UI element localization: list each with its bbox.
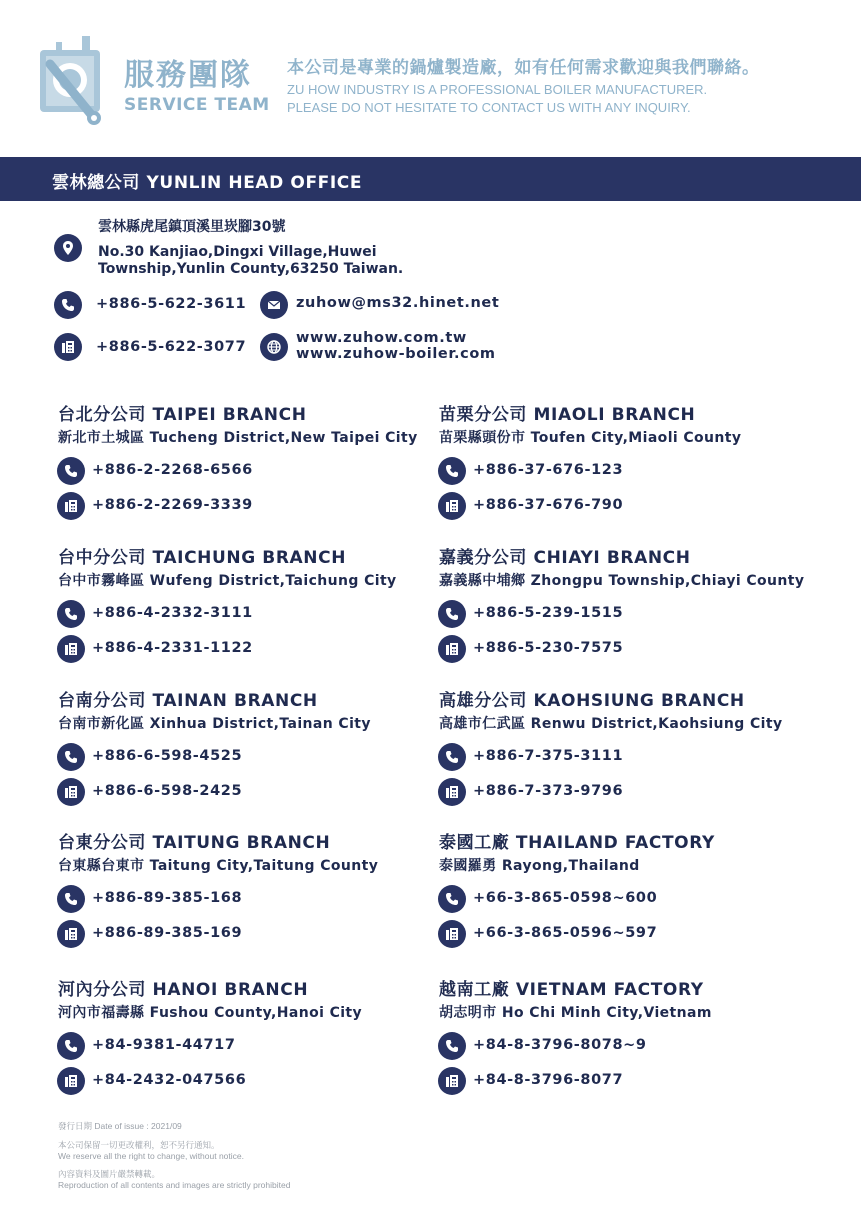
phone-icon bbox=[438, 1032, 466, 1060]
reproduction-notice-zh: 內容資料及圖片嚴禁轉載。 bbox=[58, 1169, 161, 1179]
phone-icon bbox=[57, 457, 85, 485]
branch-address: 嘉義縣中埔鄉 Zhongpu Township,Chiayi County bbox=[439, 573, 805, 589]
branch-phone[interactable]: +886-4-2332-3111 bbox=[92, 605, 253, 621]
branch-title: 高雄分公司 KAOHSIUNG BRANCH bbox=[439, 691, 745, 711]
branch-title: 台南分公司 TAINAN BRANCH bbox=[58, 691, 318, 711]
branch-title: 嘉義分公司 CHIAYI BRANCH bbox=[439, 548, 691, 568]
fax-icon bbox=[438, 492, 466, 520]
phone-icon bbox=[54, 291, 82, 319]
branch-phone[interactable]: +84-8-3796-8078~9 bbox=[473, 1037, 647, 1053]
branch-title: 苗栗分公司 MIAOLI BRANCH bbox=[439, 405, 696, 425]
branch-fax: +886-89-385-169 bbox=[92, 925, 243, 941]
branch-address: 泰國羅勇 Rayong,Thailand bbox=[439, 858, 640, 874]
phone-icon bbox=[438, 885, 466, 913]
branch-fax: +886-7-373-9796 bbox=[473, 783, 624, 799]
fax-icon bbox=[57, 1067, 85, 1095]
head-office-address-en-2: Township,Yunlin County,63250 Taiwan. bbox=[98, 261, 404, 277]
branch-fax: +66-3-865-0596~597 bbox=[473, 925, 658, 941]
reproduction-notice-en: Reproduction of all contents and images are strictly prohibited bbox=[58, 1180, 291, 1190]
branch-fax: +886-5-230-7575 bbox=[473, 640, 624, 656]
branch-address: 台南市新化區 Xinhua District,Tainan City bbox=[58, 716, 371, 732]
branch-fax: +84-8-3796-8077 bbox=[473, 1072, 624, 1088]
head-office-address-zh: 雲林縣虎尾鎮頂溪里崁腳30號 bbox=[98, 219, 286, 235]
branch-title: 泰國工廠 THAILAND FACTORY bbox=[439, 833, 715, 853]
tagline-en-line-2: PLEASE DO NOT HESITATE TO CONTACT US WITH ANY INQUIRY. bbox=[287, 100, 691, 115]
fax-icon bbox=[57, 635, 85, 663]
globe-icon bbox=[260, 333, 288, 361]
phone-icon bbox=[57, 885, 85, 913]
fax-icon bbox=[438, 635, 466, 663]
tagline-zh: 本公司是專業的鍋爐製造廠，如有任何需求歡迎與我們聯絡。 bbox=[287, 58, 760, 78]
phone-icon bbox=[438, 743, 466, 771]
email-icon bbox=[260, 291, 288, 319]
branch-phone[interactable]: +886-37-676-123 bbox=[473, 462, 624, 478]
branch-fax: +886-6-598-2425 bbox=[92, 783, 243, 799]
branch-phone[interactable]: +886-7-375-3111 bbox=[473, 748, 624, 764]
branch-title: 河內分公司 HANOI BRANCH bbox=[58, 980, 309, 1000]
phone-icon bbox=[57, 1032, 85, 1060]
branch-address: 河內市福壽縣 Fushou County,Hanoi City bbox=[58, 1005, 363, 1021]
head-office-website-1[interactable]: www.zuhow.com.tw bbox=[296, 330, 467, 346]
branch-address: 新北市土城區 Tucheng District,New Taipei City bbox=[58, 430, 418, 446]
fax-icon bbox=[57, 492, 85, 520]
branch-title: 台東分公司 TAITUNG BRANCH bbox=[58, 833, 331, 853]
phone-icon bbox=[438, 457, 466, 485]
branch-title: 台中分公司 TAICHUNG BRANCH bbox=[58, 548, 347, 568]
head-office-phone[interactable]: +886-5-622-3611 bbox=[96, 296, 247, 312]
branch-address: 高雄市仁武區 Renwu District,Kaohsiung City bbox=[439, 716, 783, 732]
branch-address: 台東縣台東市 Taitung City,Taitung County bbox=[58, 858, 379, 874]
head-office-website-2[interactable]: www.zuhow-boiler.com bbox=[296, 346, 496, 362]
head-office-address-en-1: No.30 Kanjiao,Dingxi Village,Huwei bbox=[98, 244, 377, 260]
service-team-title-en: SERVICE TEAM bbox=[124, 95, 270, 115]
branch-fax: +84-2432-047566 bbox=[92, 1072, 247, 1088]
fax-icon bbox=[57, 778, 85, 806]
branch-fax: +886-37-676-790 bbox=[473, 497, 624, 513]
branch-title: 台北分公司 TAIPEI BRANCH bbox=[58, 405, 307, 425]
phone-icon bbox=[57, 600, 85, 628]
fax-icon bbox=[54, 333, 82, 361]
phone-icon bbox=[57, 743, 85, 771]
head-office-banner-title: 雲林總公司 YUNLIN HEAD OFFICE bbox=[52, 173, 363, 193]
branch-address: 苗栗縣頭份市 Toufen City,Miaoli County bbox=[439, 430, 742, 446]
rights-notice-zh: 本公司保留一切更改權利，恕不另行通知。 bbox=[58, 1140, 220, 1150]
branch-phone[interactable]: +886-6-598-4525 bbox=[92, 748, 243, 764]
branch-phone[interactable]: +886-89-385-168 bbox=[92, 890, 243, 906]
company-logo bbox=[36, 34, 104, 128]
service-team-title-zh: 服務團隊 bbox=[124, 58, 252, 93]
fax-icon bbox=[438, 920, 466, 948]
branch-address: 台中市霧峰區 Wufeng District,Taichung City bbox=[58, 573, 397, 589]
branch-phone[interactable]: +886-2-2268-6566 bbox=[92, 462, 253, 478]
branch-phone[interactable]: +84-9381-44717 bbox=[92, 1037, 236, 1053]
branch-title: 越南工廠 VIETNAM FACTORY bbox=[439, 980, 704, 1000]
rights-notice-en: We reserve all the right to change, without notice. bbox=[58, 1151, 244, 1161]
tagline-en bbox=[287, 81, 707, 117]
head-office-fax: +886-5-622-3077 bbox=[96, 339, 247, 355]
branch-phone[interactable]: +66-3-865-0598~600 bbox=[473, 890, 658, 906]
fax-icon bbox=[438, 778, 466, 806]
branch-fax: +886-2-2269-3339 bbox=[92, 497, 253, 513]
location-pin-icon bbox=[54, 234, 82, 262]
fax-icon bbox=[438, 1067, 466, 1095]
tagline-en-line-1: ZU HOW INDUSTRY IS A PROFESSIONAL BOILER MANUFACTURER. bbox=[287, 82, 708, 97]
head-office-email[interactable]: zuhow@ms32.hinet.net bbox=[296, 295, 500, 311]
phone-icon bbox=[438, 600, 466, 628]
fax-icon bbox=[57, 920, 85, 948]
issue-date: 發行日期 Date of issue : 2021/09 bbox=[58, 1121, 182, 1131]
branch-fax: +886-4-2331-1122 bbox=[92, 640, 253, 656]
branch-phone[interactable]: +886-5-239-1515 bbox=[473, 605, 624, 621]
branch-address: 胡志明市 Ho Chi Minh City,Vietnam bbox=[439, 1005, 712, 1021]
